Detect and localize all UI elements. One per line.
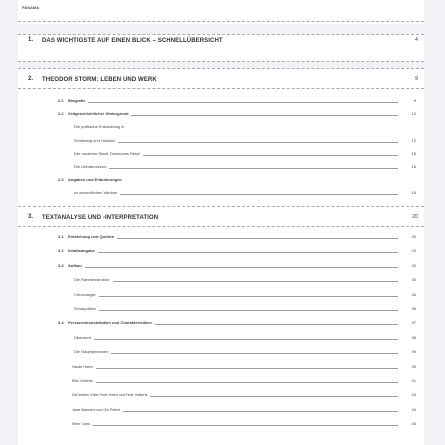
entry-title: Elke Volkerts — [72, 379, 93, 383]
toc-entry[interactable] — [58, 137, 416, 145]
leader-line — [85, 267, 398, 268]
entry-page: 15 — [411, 150, 416, 156]
entry-page: 39 — [411, 363, 416, 369]
divider — [18, 21, 424, 22]
leader-line — [118, 142, 398, 143]
chapter-page: 4 — [415, 37, 418, 43]
chapter-number: 3. — [28, 214, 34, 220]
toc-entry[interactable] — [58, 363, 416, 371]
divider — [18, 61, 424, 62]
toc-entry[interactable] — [58, 320, 416, 327]
leader-line — [88, 102, 398, 103]
entry-page: 23 — [411, 248, 416, 254]
entry-page: 37 — [411, 320, 416, 326]
entry-number: 2.1 — [58, 98, 64, 103]
chapter-title: DAS WICHTIGSTE AUF EINEN BLICK – SCHNELLÜBERSICHT — [42, 38, 223, 44]
chapter-2-section — [18, 68, 424, 206]
leader-line — [94, 339, 398, 340]
entry-page: 39 — [411, 349, 416, 355]
leader-line — [96, 382, 398, 383]
toc-chapter-2[interactable] — [18, 73, 424, 87]
entry-page: 34 — [411, 291, 416, 297]
entry-page: 30 — [411, 277, 416, 283]
leader-line — [113, 281, 398, 282]
toc-entry[interactable] — [58, 291, 416, 299]
toc-entry[interactable] — [58, 349, 416, 356]
chapter-number: 2. — [28, 76, 34, 82]
toc-entry[interactable] — [58, 406, 416, 414]
leader-line — [96, 368, 398, 369]
entry-number: 3.4 — [58, 320, 64, 326]
leader-line — [143, 155, 398, 156]
entry-number: 3.1 — [58, 234, 64, 239]
entry-title: Der moderne Staat, Deutsches Reich — [74, 150, 141, 156]
divider — [18, 88, 424, 89]
toc-entry[interactable] — [58, 248, 416, 255]
leader-line — [98, 252, 398, 253]
entry-page: 9 — [413, 98, 416, 103]
entry-title: Personenkonstellation und Charakteristiken — [68, 320, 152, 326]
leader-line — [123, 411, 398, 412]
entry-title: Jewe Manners und Ole Peters — [72, 407, 121, 412]
entry-title: zu wesentlichen Werken — [74, 190, 118, 196]
entry-title: Übersicht — [74, 334, 91, 340]
leader-line — [150, 396, 398, 397]
leader-line — [120, 194, 398, 195]
leader-line — [155, 324, 398, 325]
chapter-title: THEODOR STORM: LEBEN UND WERK — [42, 77, 157, 83]
entry-title: Die politische Entwicklung in — [74, 124, 125, 130]
entry-page: 18 — [411, 190, 416, 196]
toc-entry[interactable] — [58, 306, 416, 313]
entry-title: Schauplätze — [74, 306, 97, 311]
entry-title: Hauke Haien — [72, 364, 93, 369]
chapter-3-section — [18, 206, 424, 445]
leader-line — [111, 353, 398, 354]
entry-title: Zeitgeschichtlicher Hintergrund — [68, 111, 129, 117]
toc-chapter-1[interactable] — [18, 34, 424, 48]
toc-entry[interactable] — [58, 98, 416, 105]
entry-title: Entstehung und Quellen — [68, 234, 115, 239]
entry-title: Aufbau — [68, 262, 82, 268]
toc-entry[interactable] — [58, 150, 416, 158]
chapter-title: TEXTANALYSE UND -INTERPRETATION — [42, 215, 159, 221]
entry-page: 35 — [411, 306, 416, 311]
publisher-logo: PANAMA — [22, 5, 40, 10]
toc-entry[interactable] — [58, 177, 402, 184]
entry-page: 16 — [411, 164, 416, 169]
divider — [18, 68, 424, 69]
entry-title: Die Literaturszene — [74, 164, 107, 169]
chapter-1-section — [18, 34, 424, 62]
toc-chapter-3[interactable] — [18, 211, 424, 225]
toc-entry[interactable] — [58, 378, 416, 385]
entry-title: Wien“ Jans — [72, 422, 90, 427]
chapter-number: 1. — [28, 37, 34, 43]
entry-number: 2.3 — [58, 177, 64, 183]
entry-page: 38 — [411, 334, 416, 340]
toc-entry[interactable] — [58, 277, 416, 284]
entry-number: 3.3 — [58, 262, 64, 268]
leader-line — [99, 310, 398, 311]
chapter-page: 9 — [415, 76, 418, 82]
entry-page: 12 — [411, 137, 416, 143]
entry-title: Angaben und Erläuterungen — [68, 177, 122, 183]
leader-line — [99, 296, 398, 297]
leader-line — [117, 238, 398, 239]
divider — [18, 206, 424, 207]
entry-page: 44 — [411, 406, 416, 412]
entry-title: Die beiden Väter Tede Haien und Tede Volkerts — [72, 393, 148, 398]
leader-line — [109, 168, 398, 169]
toc-entry[interactable] — [58, 392, 416, 399]
entry-page: 20 — [411, 234, 416, 239]
toc-entry[interactable] — [58, 124, 402, 131]
entry-page: 45 — [411, 421, 416, 427]
entry-title: Inhaltsangabe — [68, 248, 95, 254]
toc-entry[interactable] — [58, 234, 416, 241]
leader-line — [93, 425, 398, 426]
toc-entry[interactable] — [58, 262, 416, 270]
entry-page: 43 — [411, 392, 416, 398]
entry-title: Die Hauptpersonen — [74, 349, 109, 355]
toc-entry[interactable] — [58, 111, 416, 118]
entry-title: Biografie — [68, 98, 86, 103]
entry-number: 3.2 — [58, 248, 64, 254]
entry-page: 12 — [411, 111, 416, 117]
toc-entry[interactable] — [58, 164, 416, 171]
divider — [18, 226, 424, 227]
toc-entry[interactable] — [58, 190, 416, 197]
entry-page: 41 — [411, 378, 416, 383]
entry-title: Schleswig und Holstein — [74, 137, 116, 143]
header-band — [18, 0, 424, 24]
entry-page: 30 — [411, 262, 416, 268]
entry-title: Die Rahmenstruktur — [74, 277, 110, 283]
entry-number: 2.2 — [58, 111, 64, 117]
chapter-page: 20 — [412, 214, 418, 220]
leader-line — [131, 115, 398, 116]
toc-entry[interactable] — [58, 334, 416, 342]
entry-title: Chronologie — [74, 291, 96, 297]
toc-entry[interactable] — [58, 421, 416, 428]
